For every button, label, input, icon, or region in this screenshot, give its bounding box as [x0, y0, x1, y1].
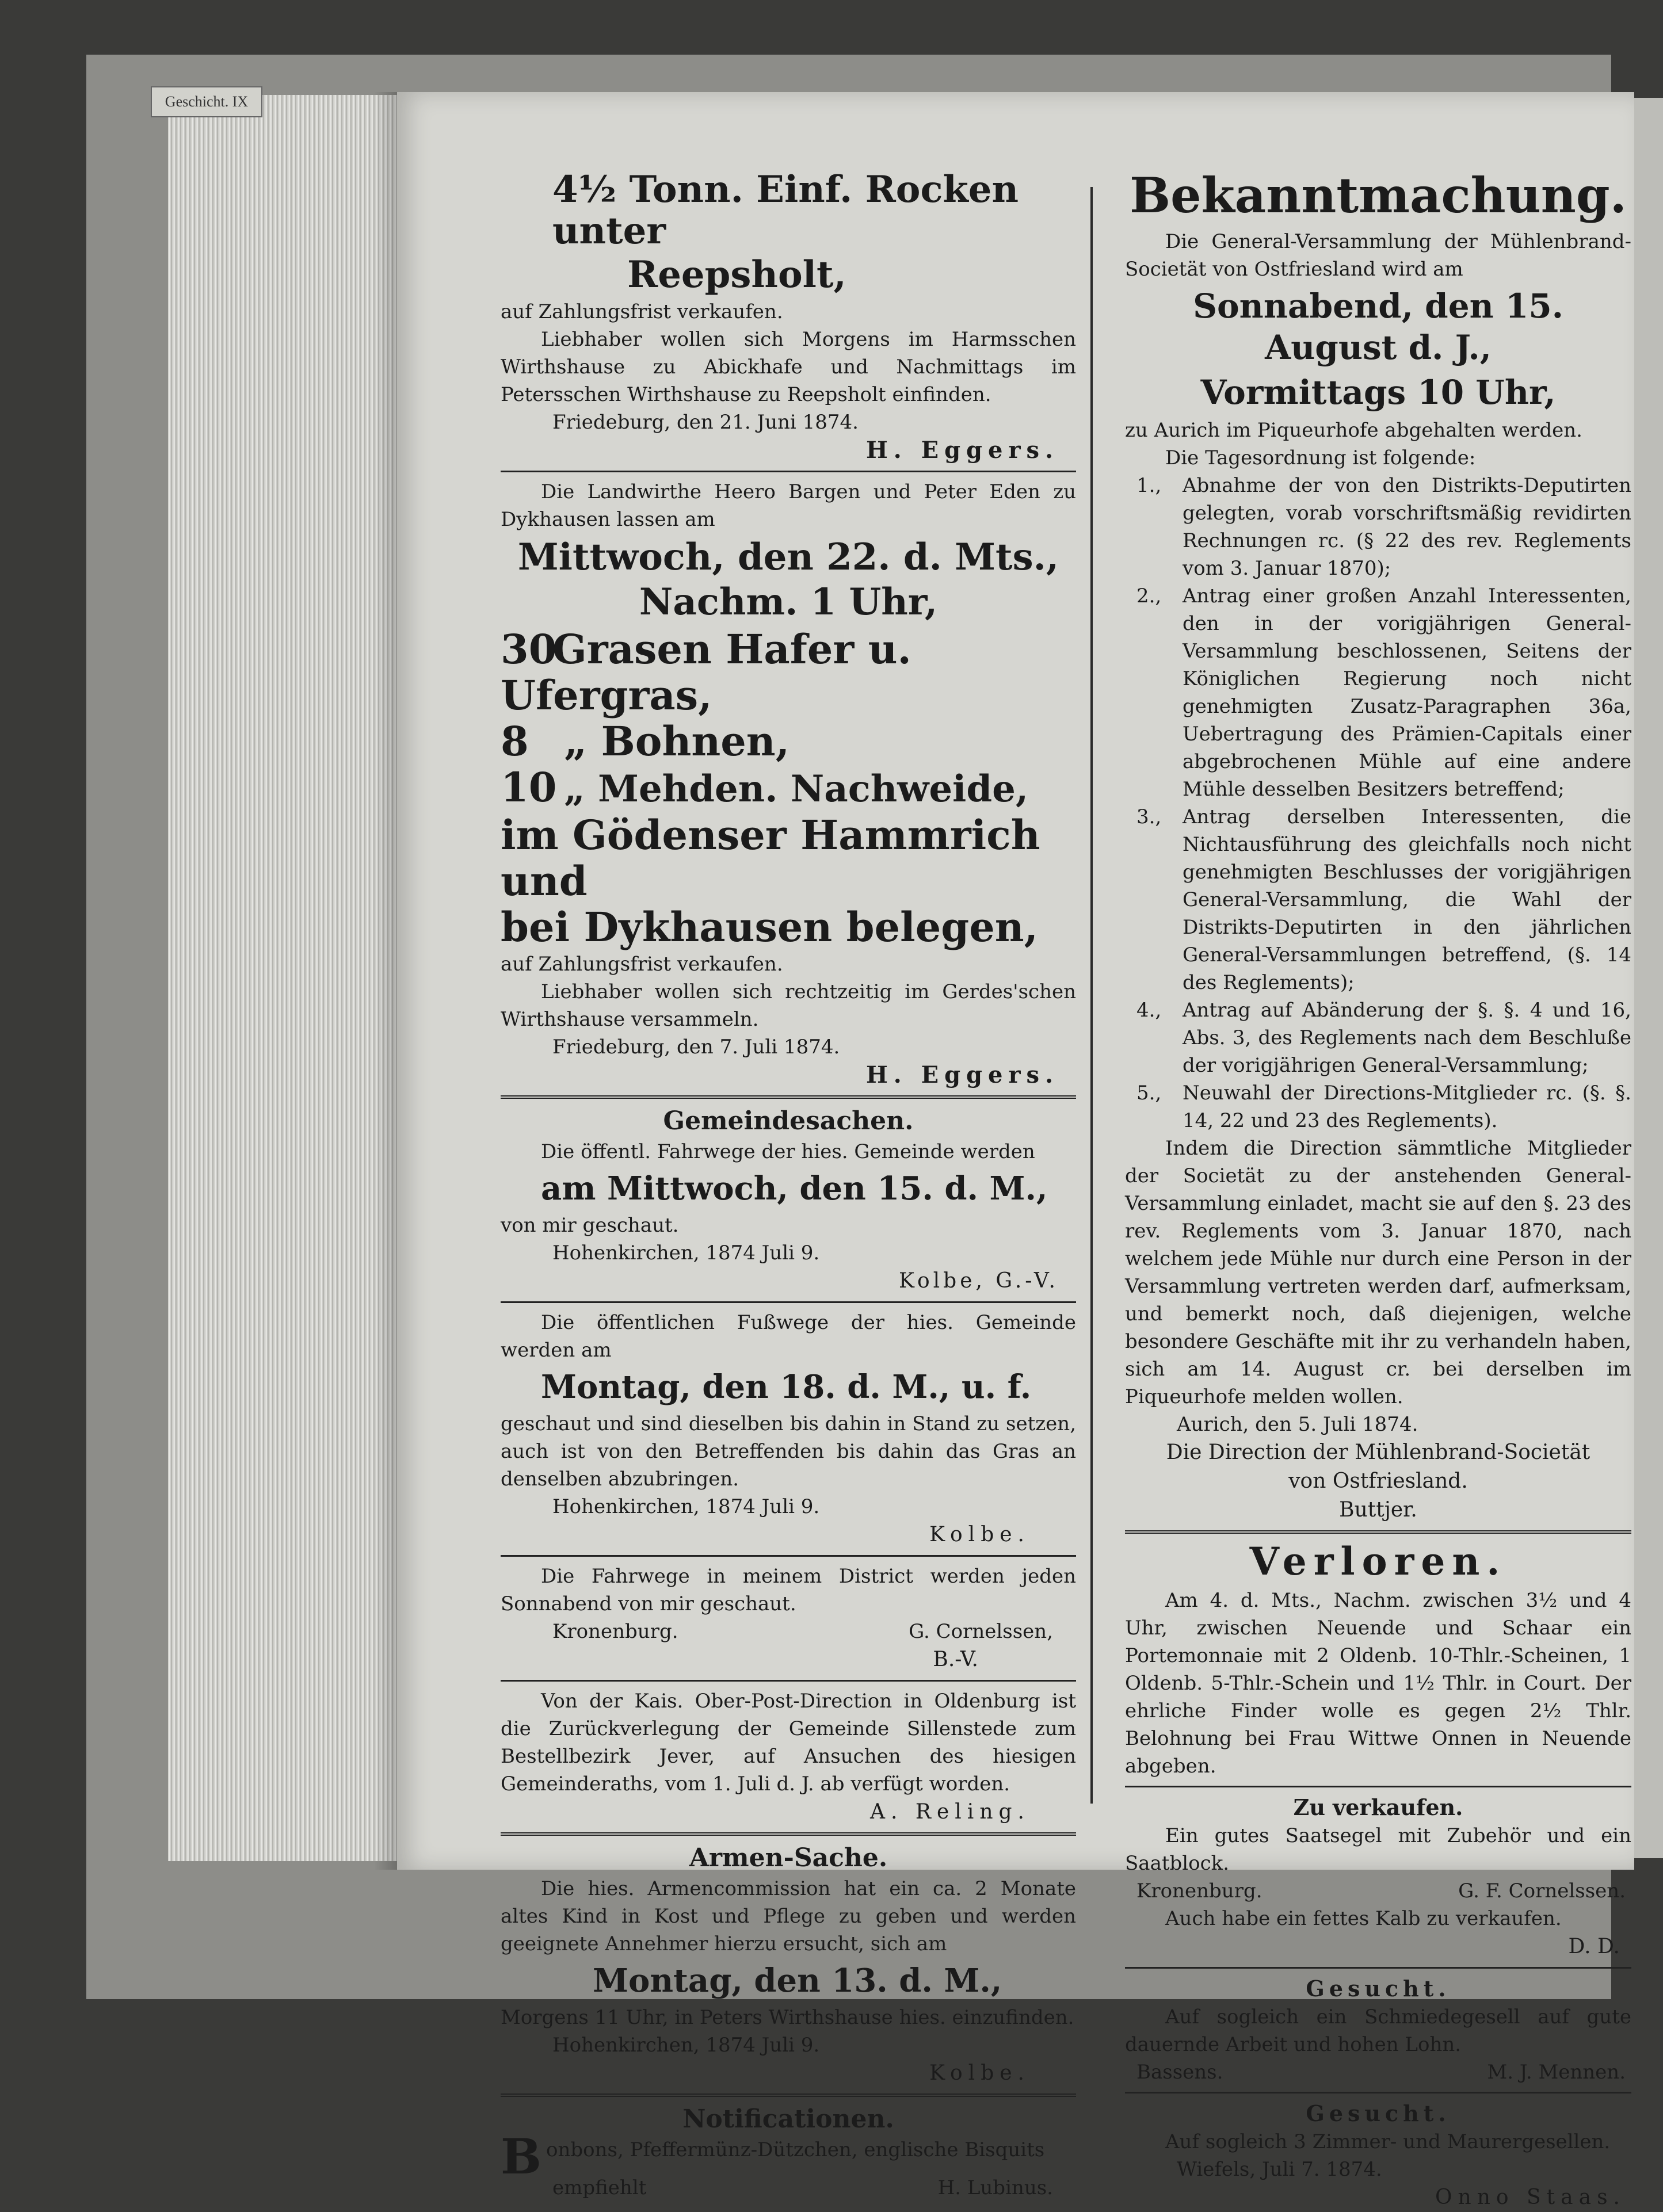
book-page-edges [168, 95, 398, 1861]
notice-time: Vormittags 10 Uhr, [1200, 373, 1556, 412]
notice-title: Bekanntmachung. [1130, 167, 1627, 224]
notice-date: Sonnabend, den 15. August d. J., [1193, 286, 1563, 367]
agenda-item-num: 4., [1136, 999, 1162, 1022]
agenda-item-num: 2., [1136, 584, 1162, 608]
ad2-lot-1 [501, 626, 1076, 719]
notice-sign-2: von Ostfriesland. [1288, 1469, 1468, 1493]
ad7-date: Montag, den 13. d. M., [593, 1962, 1002, 2000]
agenda-item-num: 5., [1136, 1082, 1162, 1105]
ad2-location-1: im Gödenser Hammrich und [501, 811, 1040, 905]
wanted2-signature: Onno Staas. [1435, 2186, 1626, 2209]
ad-district-roads [501, 1562, 1076, 1674]
separator [501, 1301, 1076, 1303]
ad-post-direction [501, 1687, 1076, 1827]
ad2-place-date: Friedeburg, den 7. Juli 1874. [552, 1036, 840, 1059]
agenda-item-num: 1., [1136, 474, 1162, 497]
notice-sign-1: Die Direction der Mühlenbrand-Societät [1166, 1441, 1590, 1464]
ad4-date: Montag, den 18. d. M., u. f. [541, 1368, 1032, 1406]
ad-verloren [1125, 1539, 1631, 1780]
ad2-intro: Die Landwirthe Heero Bargen und Peter Eden zu Dykhausen lassen am [501, 480, 1076, 531]
ad-gemeindesachen [501, 1105, 1076, 1296]
ad2-time: Nachm. 1 Uhr, [639, 580, 938, 624]
ad7-signature: Kolbe. [929, 2061, 1030, 2085]
agenda-item [1125, 803, 1631, 996]
ad1-body: Liebhaber wollen sich Morgens im Harmsschen Wirthshause zu Abickhafe und Nachmittags im Petersschen Wirthshause zu Reepsholt einfinden. [501, 328, 1076, 406]
wanted2-place-date: Wiefels, Juli 7. 1874. [1177, 2158, 1382, 2181]
ad1-signature: H. Eggers. [865, 437, 1059, 464]
ad-armen-sache [501, 1842, 1076, 2088]
agenda-item [1125, 582, 1631, 803]
ad8-heading: Notificationen. [682, 2104, 894, 2134]
sale-initials: D. D. [1568, 1935, 1620, 1958]
sale-signature-row [1125, 1877, 1631, 1905]
ad2-lot-2-text: „ Bohnen, [564, 717, 790, 765]
ad5-signature-row [501, 1618, 1076, 1645]
ad5-place: Kronenburg. [552, 1620, 678, 1643]
agenda-item-text: Antrag auf Abänderung der §. §. 4 und 16, Abs. 3, des Reglements nach dem Beschluße der vorigjährigen General-Versammlung; [1183, 999, 1631, 1077]
ad-gesucht-1 [1125, 1974, 1631, 2086]
ad5-title: B.-V. [933, 1648, 978, 1671]
ad-grass-auction [501, 478, 1076, 1090]
ad3-signature: Kolbe, G.-V. [899, 1269, 1059, 1293]
separator [501, 1680, 1076, 1682]
wanted1-signature-row [1125, 2058, 1631, 2086]
agenda-item [1125, 1079, 1631, 1134]
ad7-body: Die hies. Armencommission hat ein ca. 2 Monate altes Kind in Kost und Pflege zu geben und werden geeignete Annehmer hierzu ersucht, sich am [501, 1877, 1076, 1955]
ad2-signature: H. Eggers. [865, 1061, 1059, 1088]
ad1-place-date: Friedeburg, den 21. Juni 1874. [552, 411, 859, 434]
ad1-headline-1: 4½ Tonn. Einf. Rocken unter [552, 168, 1019, 253]
ad2-body: Liebhaber wollen sich rechtzeitig im Gerdes'schen Wirthshause versammeln. [501, 980, 1076, 1031]
agenda-item [1125, 472, 1631, 582]
ad3-heading: Gemeindesachen. [663, 1106, 914, 1136]
wanted1-place: Bassens. [1136, 2061, 1223, 2084]
volume-label: Geschicht. IX [151, 86, 262, 117]
ad-notificationen [501, 2103, 1076, 2202]
notice-bekanntmachung [1125, 167, 1631, 1525]
ad2-lot-2 [501, 719, 1076, 765]
ad3-place-date: Hohenkirchen, 1874 Juli 9. [552, 1241, 820, 1264]
wanted2-heading: Gesucht. [1306, 2100, 1451, 2126]
ad4-signature: Kolbe. [929, 1523, 1030, 1546]
agenda-item-text: Antrag derselben Interessenten, die Nichtausführung des gleichfalls noch nicht genehmigten Beschlusses der vorigjährigen General-Versammlung, die Wahl der Distrikts-Deputirten in den jährlichen General-Versammlungen betreffend, (§. 14 des Reglements); [1183, 805, 1631, 994]
ad8-drop-cap: B [501, 2128, 541, 2185]
ad6-signature: A. Reling. [870, 1800, 1030, 1824]
newspaper-page [397, 92, 1634, 2209]
ad2-lot-1-num: 30 [501, 625, 557, 673]
ad2-terms: auf Zahlungsfrist verkaufen. [501, 953, 783, 976]
ad-gesucht-2 [1125, 2099, 1631, 2212]
agenda-item-text: Antrag einer großen Anzahl Interessenten, den in der vorigjährigen General-Versammlung beschlossenen, Seitens der Königlichen Regierung noch nicht genehmigten Zusatz-Paragraphen 36a, Uebertragung des Prämien-Capitals einer abgebrochenen Mühle auf eine andere Mühle desselben Besitzers betreffend; [1183, 584, 1631, 801]
agenda-item-num: 3., [1136, 805, 1162, 828]
ad3-after: von mir geschaut. [501, 1214, 679, 1237]
wanted2-body: Auf sogleich 3 Zimmer- und Maurergesellen. [1165, 2130, 1611, 2153]
sale-extra: Auch habe ein fettes Kalb zu verkaufen. [1165, 1907, 1562, 1930]
left-column [501, 167, 1076, 2202]
lost-body: Am 4. d. Mts., Nachm. zwischen 3½ und 4 Uhr, zwischen Neuende und Schaar ein Portemonnaie mit 2 Oldenb. 10-Thlr.-Scheinen, 1 Oldenb. 5-Thlr.-Schein und 1½ Thlr. in Court. Der ehrliche Finder wolle es gegen 2½ Thlr. Belohnung bei Frau Wittwe Onnen in Neuende abgeben. [1125, 1589, 1631, 1778]
ad2-location-2: bei Dykhausen belegen, [501, 903, 1039, 951]
ad2-lot-1-text: Grasen Hafer u. Ufergras, [501, 625, 911, 719]
ad7-place-date: Hohenkirchen, 1874 Juli 9. [552, 2034, 820, 2057]
ad2-lot-3-num: 10 [501, 763, 557, 811]
ad-zu-verkaufen [1125, 1793, 1631, 1961]
ad3-intro: Die öffentl. Fahrwege der hies. Gemeinde werden [541, 1140, 1035, 1163]
ad5-body: Die Fahrwege in meinem District werden jeden Sonnabend von mir geschaut. [501, 1565, 1076, 1615]
adjacent-page-edge [1634, 98, 1663, 1858]
ad-footpaths [501, 1309, 1076, 1549]
sale-name: G. F. Cornelssen. [1458, 1879, 1626, 1902]
ad4-place-date: Hohenkirchen, 1874 Juli 9. [552, 1495, 820, 1518]
sale-heading: Zu verkaufen. [1293, 1794, 1463, 1820]
ad8-signature-row [501, 2174, 1076, 2202]
ad8-line2: empfiehlt [552, 2176, 647, 2199]
wanted1-body: Auf sogleich ein Schmiedegesell auf gute dauernde Arbeit und hohen Lohn. [1125, 2005, 1631, 2056]
ad7-heading: Armen-Sache. [689, 1843, 888, 1873]
ad5-name: G. Cornelssen, [909, 1620, 1053, 1643]
ad2-lot-2-num: 8 [501, 717, 529, 765]
ad8-signature: H. Lubinus. [937, 2176, 1053, 2199]
sale-body: Ein gutes Saatsegel mit Zubehör und ein Saatblock. [1125, 1824, 1631, 1875]
ad2-date: Mittwoch, den 22. d. Mts., [517, 536, 1059, 579]
notice-venue: zu Aurich im Piqueurhofe abgehalten werden. [1125, 419, 1582, 442]
right-column [1125, 167, 1631, 2212]
ad8-body-text: onbons, Pfeffermünz-Dützchen, englische Bisquits [546, 2138, 1045, 2161]
ad4-intro: Die öffentlichen Fußwege der hies. Gemeinde werden am [501, 1311, 1076, 1362]
ad3-date: am Mittwoch, den 15. d. M., [541, 1170, 1048, 1208]
notice-intro: Die General-Versammlung der Mühlenbrand-Societät von Ostfriesland wird am [1125, 230, 1631, 281]
agenda-item-text: Abnahme der von den Distrikts-Deputirten gelegten, vorab vorschriftsmäßig revidirten Rechnungen rc. (§ 22 des rev. Reglements vom 3. Januar 1870); [1183, 474, 1631, 580]
ad6-body: Von der Kais. Ober-Post-Direction in Oldenburg ist die Zurückverlegung der Gemeinde Sillenstede zum Bestellbezirk Jever, auf Ansuchen des hiesigen Gemeinderaths, vom 1. Juli d. J. ab verfügt worden. [501, 1690, 1076, 1795]
notice-place-date: Aurich, den 5. Juli 1874. [1177, 1413, 1418, 1436]
wanted1-heading: Gesucht. [1306, 1976, 1451, 2001]
ad8-body [501, 2128, 1076, 2185]
ad7-after: Morgens 11 Uhr, in Peters Wirthshause hies. einzufinden. [501, 2006, 1074, 2029]
sale-place: Kronenburg. [1136, 1879, 1262, 1902]
agenda-item-text: Neuwahl der Directions-Mitglieder rc. (§. §. 14, 22 und 23 des Reglements). [1183, 1082, 1631, 1132]
notice-closing: Indem die Direction sämmtliche Mitglieder der Societät zu der anstehenden General-Versammlung einladet, macht sie auf den §. 23 des rev. Reglements vom 3. Januar 1870, nach welchem jede Mühle nur durch eine Person in der Versammlung vertreten werden darf, aufmerksam, und bemerkt noch, daß diejenigen, welche besondere Geschäfte mit ihr zu verhandeln haben, sich am 14. August cr. bei derselben im Piqueurhofe melden wollen. [1125, 1137, 1631, 1408]
ad1-terms: auf Zahlungsfrist verkaufen. [501, 300, 783, 323]
notice-agenda-intro: Die Tagesordnung ist folgende: [1165, 446, 1476, 469]
separator [1125, 2092, 1631, 2093]
wanted1-name: M. J. Mennen. [1487, 2061, 1626, 2084]
separator [501, 2093, 1076, 2097]
agenda-item [1125, 996, 1631, 1079]
ad4-body: geschaut und sind dieselben bis dahin in Stand zu setzen, auch ist von den Betreffenden bis dahin das Gras an denselben abzubringen. [501, 1412, 1076, 1491]
notice-sign-3: Buttjer. [1339, 1498, 1417, 1522]
separator [501, 1832, 1076, 1836]
ad2-lot-3 [501, 765, 1076, 812]
ad-rocken-sale [501, 169, 1076, 465]
separator [501, 471, 1076, 472]
ad1-headline-2: Reepsholt, [627, 253, 846, 296]
separator [501, 1555, 1076, 1557]
separator [1125, 1786, 1631, 1787]
separator [501, 1095, 1076, 1099]
ad2-lot-3-text: „ Mehden. Nachweide, [564, 767, 1029, 811]
separator [1125, 1530, 1631, 1534]
lost-heading: Verloren. [1249, 1539, 1507, 1584]
column-divider [1090, 187, 1093, 1804]
separator [1125, 1967, 1631, 1969]
